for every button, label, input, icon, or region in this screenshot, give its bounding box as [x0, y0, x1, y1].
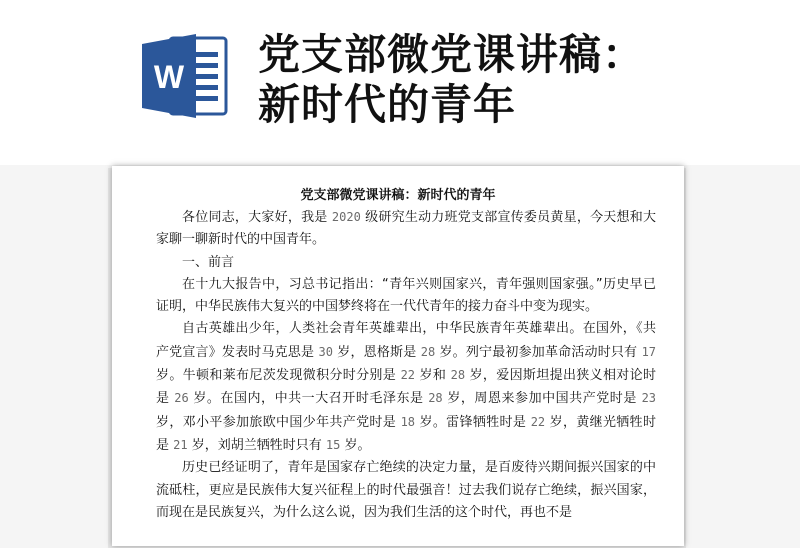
word-icon-letter: W	[153, 59, 185, 95]
banner-title-line-2: 新时代的青年	[258, 80, 517, 129]
paragraph-heading-preface: 一、前言	[182, 254, 235, 270]
banner-title	[258, 30, 645, 130]
paragraph-history: 历史已经证明了，青年是国家存亡绝续的决定力量，是百废待兴期间振兴国家的中流砥柱，更应是民族伟大复兴征程上的时代最强音！过去我们说存亡绝续，振兴国家，而现在是民族复兴，为什么这么说，因为我们生活的这个时代，再也不是	[156, 460, 656, 520]
document-title: 党支部微党课讲稿：新时代的青年	[300, 188, 496, 203]
word-document-icon	[140, 30, 232, 122]
banner-title-line-1: 党支部微党课讲稿：	[258, 30, 646, 79]
document-page	[112, 166, 684, 546]
paragraph-heroes: 自古英雄出少年，人类社会青年英雄辈出，中华民族青年英雄辈出。在国外，《共产党宣言》发表时马克思是 30 岁，恩格斯是 28 岁。列宁最初参加革命活动时只有 17 岁。牛顿和莱布尼茨发现微积分时分别是 22 岁和 28 岁，爱因斯坦提出狭义相对论时是 26 岁。在国内，中共一大召开时毛泽东是 28 岁，周恩来参加中国共产党时是 23 岁，邓小平参加旅欧中国少年共产党时是 18 岁。雷锋牺牲时是 22 岁，黄继光牺牲时是 21 岁，刘胡兰牺牲时只有 15 岁。	[156, 321, 657, 453]
paragraph-quote: 在十九大报告中，习总书记指出：“青年兴则国家兴，青年强则国家强。”历史早已证明，中华民族伟大复兴的中国梦终将在一代代青年的接力奋斗中变为现实。	[156, 276, 656, 315]
banner	[0, 0, 800, 165]
paragraph-intro: 各位同志，大家好，我是 2020 级研究生动力班党支部宣传委员黄星，今天想和大家聊一聊新时代的中国青年。	[156, 210, 656, 248]
document-body	[156, 206, 656, 524]
